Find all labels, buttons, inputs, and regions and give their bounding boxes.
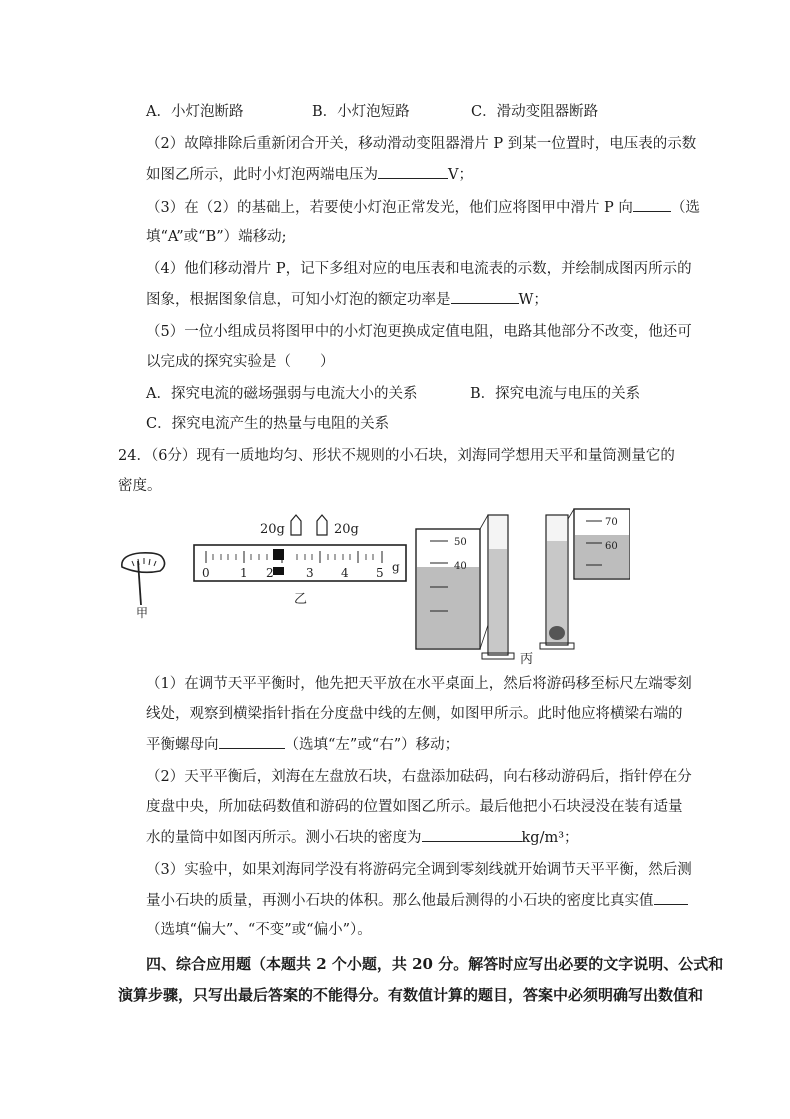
q24-part2-line2: 度盘中央，所加砝码数值和游码的位置如图乙所示。最后他把小石块浸没在装有适量: [146, 799, 683, 815]
ruler-and-weights: [194, 515, 406, 607]
q23-part3-line2: 填“A”或“B”）端移动;: [146, 229, 287, 245]
q23-part4-text: 图象，根据图象信息，可知小灯泡的额定功率是: [146, 292, 451, 308]
q23-part5-line1: （5）一位小组成员将图甲中的小灯泡更换成定值电阻，电路其他部分不改变，他还可: [146, 324, 692, 340]
cylinder-1: [416, 515, 514, 659]
option-b: B．小灯泡短路: [312, 104, 410, 120]
q24-part1-line3: [146, 734, 459, 755]
option-a: A．小灯泡断路: [146, 104, 244, 120]
experiment-figure: [110, 505, 630, 665]
tick-label: 4: [341, 566, 349, 580]
q23-part3-tail: （选: [670, 200, 700, 216]
tick-label: 2: [266, 566, 274, 580]
q24-part3-line2: [146, 890, 688, 911]
q24-part1-tail: （选填“左”或“右”）移动；: [284, 737, 460, 753]
tick-label: 1: [240, 566, 248, 580]
q23-part2-text: 如图乙所示，此时小灯泡两端电压为: [146, 167, 378, 183]
q23-part3-text: （3）在（2）的基础上，若要使小灯泡正常发光，他们应将图甲中滑片 P 向: [146, 200, 633, 216]
volume-mark: 70: [605, 517, 618, 528]
tick-label: 3: [306, 566, 314, 580]
q24-part3-line3: （选填“偏大”、“不变”或“偏小”）。: [146, 922, 372, 938]
q23-part4-line1: （4）他们移动滑片 P，记下多组对应的电压表和电流表的示数，并绘制成图丙所示的: [146, 261, 692, 277]
q23-part5-option-b: B．探究电流与电压的关系: [470, 386, 641, 402]
weight-label: 20g: [260, 522, 285, 537]
unit-text: W；: [518, 292, 548, 308]
answer-blank[interactable]: [654, 890, 688, 905]
q24-stem-line2: 密度。: [118, 478, 162, 494]
unit-text: kg/m³；: [521, 830, 579, 846]
volume-mark: 40: [454, 561, 467, 572]
balance-dial: [122, 553, 165, 620]
answer-blank[interactable]: [378, 164, 448, 179]
q23-part2-line2: [146, 164, 473, 185]
stone: [549, 626, 565, 640]
section4-heading-line2: 演算步骤，只写出最后答案的不能得分。有数值计算的题目，答案中必须明确写出数值和: [118, 986, 704, 1004]
q24-part2-line1: （2）天平平衡后，刘海在左盘放石块，右盘添加砝码，向右移动游码后，指针停在分: [146, 769, 692, 785]
volume-mark: 60: [605, 541, 618, 552]
volume-mark: 50: [454, 537, 467, 548]
q24-part2-text: 水的量筒中如图丙所示。测小石块的密度为: [146, 830, 422, 846]
q24-part1-text: 平衡螺母向: [146, 737, 219, 753]
answer-blank[interactable]: [219, 734, 285, 749]
q23-part5-option-a: A．探究电流的磁场强弱与电流大小的关系: [146, 386, 418, 402]
option-c: C．滑动变阻器断路: [471, 104, 599, 120]
q24-part3-text: 量小石块的质量，再测小石块的体积。那么他最后测得的小石块的密度比真实值: [146, 893, 654, 909]
label-bing: 丙: [520, 652, 534, 665]
q23-part5-line2: 以完成的探究实验是（ ）: [146, 354, 335, 370]
q24-part1-line2: 线处，观察到横梁指针指在分度盘中线的左侧，如图甲所示。此时他应将横梁右端的: [146, 706, 683, 722]
cylinder-2: [520, 509, 630, 665]
weight-icon: [317, 515, 327, 535]
tick-label: 5: [376, 566, 384, 580]
tick-label: 0: [202, 566, 210, 580]
q23-part2-line1: （2）故障排除后重新闭合开关，移动滑动变阻器滑片 P 到某一位置时，电压表的示数: [146, 136, 697, 152]
pointer: [138, 561, 141, 605]
q24-part2-line3: [146, 827, 579, 848]
q24-part3-line1: （3）实验中，如果刘海同学没有将游码完全调到零刻线就开始调节天平平衡，然后测: [146, 862, 692, 878]
section4-heading-line1: 四、综合应用题（本题共 2 个小题，共 20 分。解答时应写出必要的文字说明、公式和: [146, 955, 724, 973]
weight-label: 20g: [334, 522, 359, 537]
answer-blank[interactable]: [633, 197, 671, 212]
q24-part1-line1: （1）在调节天平平衡时，他先把天平放在水平桌面上，然后将游码移至标尺左端零刻: [146, 676, 692, 692]
rider: [273, 549, 284, 560]
weight-icon: [291, 515, 301, 535]
q23-part5-option-c: C．探究电流产生的热量与电阻的关系: [146, 416, 390, 432]
unit-text: V；: [448, 167, 473, 183]
q23-part3-line1: [146, 197, 700, 218]
answer-blank[interactable]: [422, 827, 522, 842]
ruler-unit: g: [392, 560, 400, 574]
label-jia: 甲: [136, 606, 149, 620]
label-yi: 乙: [294, 592, 308, 607]
q24-stem-line1: 24．（6分）现有一质地均匀、形状不规则的小石块，刘海同学想用天平和量筒测量它的: [118, 448, 675, 464]
answer-blank[interactable]: [451, 289, 519, 304]
q23-part4-line2: [146, 289, 548, 310]
